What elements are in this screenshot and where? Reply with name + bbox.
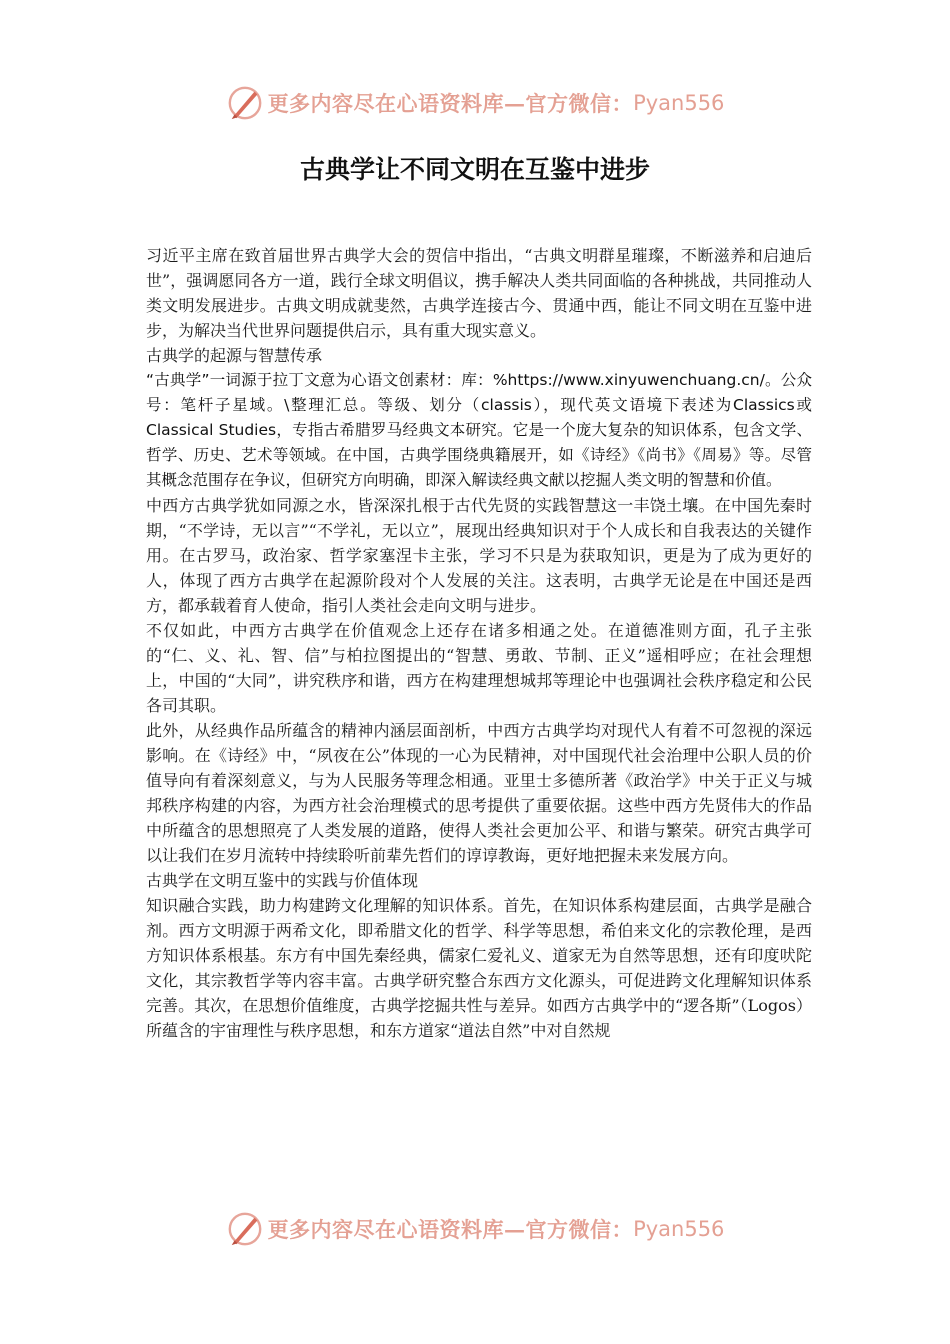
watermark-wechat-id: Pyan556 <box>633 1217 725 1241</box>
watermark-header <box>0 78 950 128</box>
document-body <box>146 243 812 1043</box>
pen-logo-icon <box>226 1210 264 1248</box>
section-heading-origin: 古典学的起源与智慧传承 <box>146 346 323 365</box>
definition-paragraph: “古典学”一词源于拉丁文意为心语文创素材：库：%https://www.xinyuwenchuang.cn/。公众号：笔杆子星域。\整理汇总。等级、划分（classis），现代英文语境下表述为Classics或Classical Studies，专指古希腊罗马经典文本研究。它是一个庞大复杂的知识体系，包含文学、哲学、历史、艺术等领域。在中国，古典学围绕典籍展开，如《诗经》《尚书》《周易》等。尽管其概念范围存在争议，但研究方向明确，即深入解读经典文献以挖掘人类文明的智慧和价值。 <box>146 371 812 489</box>
influence-paragraph: 此外，从经典作品所蕴含的精神内涵层面剖析，中西方古典学均对现代人有着不可忽视的深远影响。在《诗经》中，“夙夜在公”体现的一心为民精神，对中国现代社会治理中公职人员的价值导向有着深刻意义，与为人民服务等理念相通。亚里士多德所著《政治学》中关于正义与城邦秩序构建的内容，为西方社会治理模式的思考提供了重要依据。这些中西方先贤伟大的作品中所蕴含的思想照亮了人类发展的道路，使得人类社会更加公平、和谐与繁荣。研究古典学可以让我们在岁月流转中持续聆听前辈先哲们的谆谆教诲，更好地把握未来发展方向。 <box>146 721 812 865</box>
watermark-footer <box>0 1204 950 1254</box>
watermark-text: 更多内容尽在心语资料库—官方微信： <box>267 91 634 116</box>
watermark-text: 更多内容尽在心语资料库—官方微信： <box>267 1217 634 1242</box>
intro-paragraph: 习近平主席在致首届世界古典学大会的贺信中指出，“古典文明群星璀璨，不断滋养和启迪后世”，强调愿同各方一道，践行全球文明倡议，携手解决人类共同面临的各种挑战，共同推动人类文明发展进步。古典文明成就斐然，古典学连接古今、贯通中西，能让不同文明在互鉴中进步，为解决当代世界问题提供启示，具有重大现实意义。 <box>146 246 812 340</box>
values-paragraph: 不仅如此，中西方古典学在价值观念上还存在诸多相通之处。在道德准则方面，孔子主张的“仁、义、礼、智、信”与柏拉图提出的“智慧、勇敢、节制、正义”遥相呼应；在社会理想上，中国的“大同”，讲究秩序和谐，西方在构建理想城邦等理论中也强调社会秩序稳定和公民各司其职。 <box>146 621 812 715</box>
watermark-wechat-id: Pyan556 <box>633 91 725 115</box>
practice-paragraph: 知识融合实践，助力构建跨文化理解的知识体系。首先，在知识体系构建层面，古典学是融合剂。西方文明源于两希文化，即希腊文化的哲学、科学等思想，希伯来文化的宗教伦理，是西方知识体系根基。东方有中国先秦经典，儒家仁爱礼义、道家无为自然等思想，还有印度吠陀文化，其宗教哲学等内容丰富。古典学研究整合东西方文化源头，可促进跨文化理解知识体系完善。其次，在思想价值维度，古典学挖掘共性与差异。如西方古典学中的“逻各斯”（Logos）所蕴含的宇宙理性与秩序思想，和东方道家“道法自然”中对自然规 <box>146 896 812 1040</box>
pen-logo-icon <box>226 84 264 122</box>
document-title: 古典学让不同文明在互鉴中进步 <box>299 155 650 184</box>
origin-paragraph: 中西方古典学犹如同源之水，皆深深扎根于古代先贤的实践智慧这一丰饶土壤。在中国先秦时期，“不学诗，无以言”“不学礼，无以立”，展现出经典知识对于个人成长和自我表达的关键作用。在古罗马，政治家、哲学家塞涅卡主张，学习不只是为获取知识，更是为了成为更好的人，体现了西方古典学在起源阶段对个人发展的关注。这表明，古典学无论是在中国还是西方，都承载着育人使命，指引人类社会走向文明与进步。 <box>146 496 812 615</box>
section-heading-practice: 古典学在文明互鉴中的实践与价值体现 <box>146 871 419 890</box>
